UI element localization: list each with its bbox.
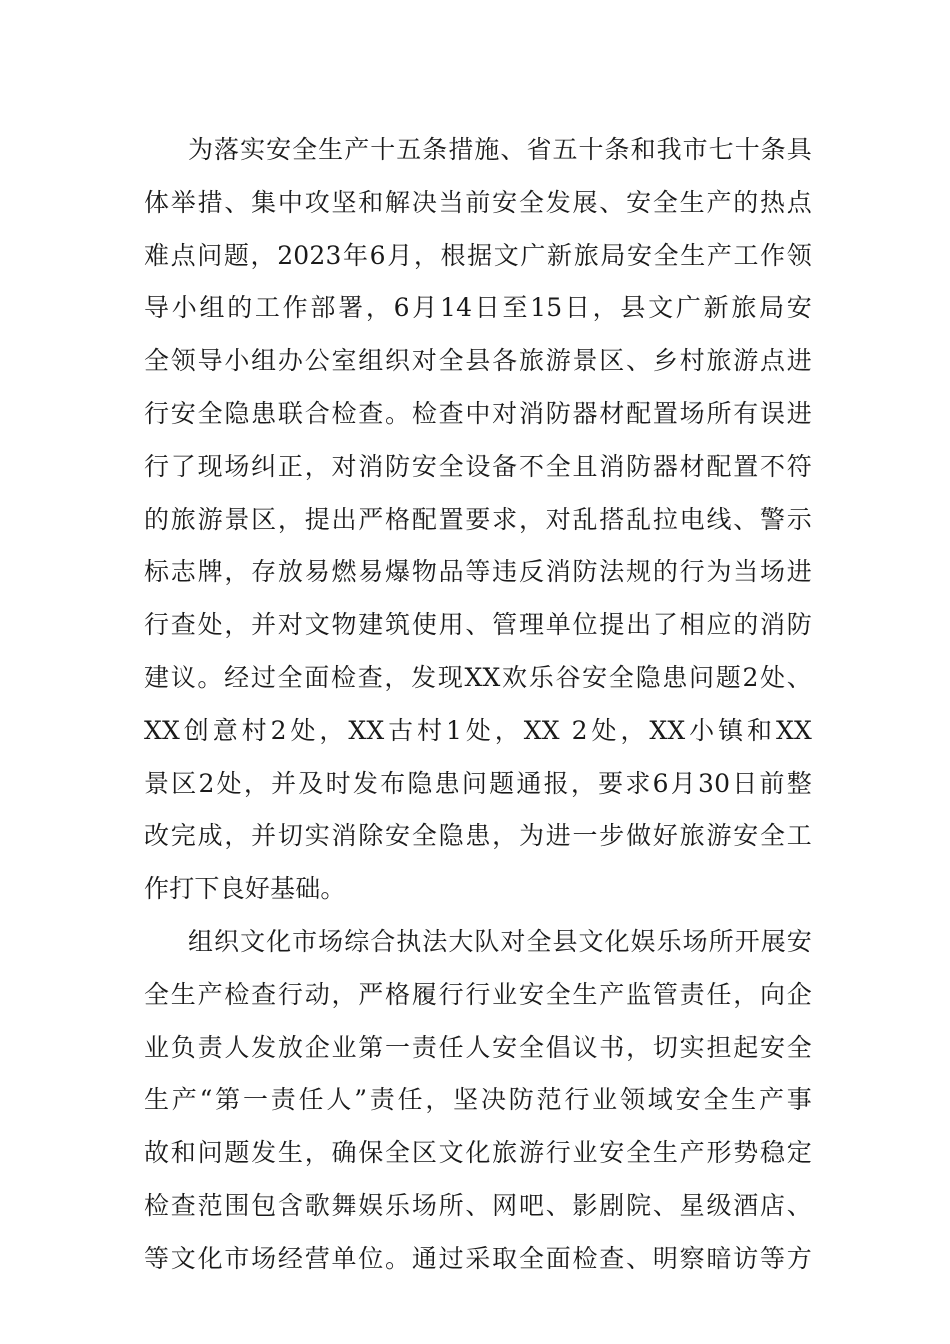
paragraph-line: 景区2处，并及时发布隐患问题通报，要求6月30日前整	[144, 768, 812, 798]
paragraph-line: 的旅游景区，提出严格配置要求，对乱搭乱拉电线、警示	[144, 504, 812, 534]
paragraph-line: XX创意村2处，XX古村1处，XX 2处，XX小镇和XX	[144, 715, 812, 745]
paragraph-line: 故和问题发生，确保全区文化旅游行业安全生产形势稳定	[144, 1138, 812, 1168]
paragraph-2	[144, 916, 812, 1286]
paragraph-line: 体举措、集中攻坚和解决当前安全发展、安全生产的热点	[144, 187, 812, 217]
paragraph-line: 导小组的工作部署，6月14日至15日，县文广新旅局安	[144, 293, 812, 323]
paragraph-line: 建议。经过全面检查，发现XX欢乐谷安全隐患问题2处、	[144, 662, 812, 692]
paragraph-line: 为落实安全生产十五条措施、省五十条和我市七十条具	[188, 135, 812, 164]
paragraph-line: 行了现场纠正，对消防安全设备不全且消防器材配置不符	[144, 451, 812, 481]
paragraph-1	[144, 124, 812, 916]
paragraph-line: 全生产检查行动，严格履行行业安全生产监管责任，向企	[144, 979, 812, 1009]
paragraph-line: 生产“第一责任人”责任，坚决防范行业领域安全生产事	[144, 1085, 812, 1115]
paragraph-line: 行查处，并对文物建筑使用、管理单位提出了相应的消防	[144, 610, 812, 640]
paragraph-line: 组织文化市场综合执法大队对全县文化娱乐场所开展安	[188, 926, 812, 956]
paragraph-line: 难点问题，2023年6月，根据文广新旅局安全生产工作领	[144, 240, 812, 270]
paragraph-line: 作打下良好基础。	[144, 874, 346, 904]
paragraph-line: 标志牌，存放易燃易爆物品等违反消防法规的行为当场进	[144, 557, 812, 587]
paragraph-line: 改完成，并切实消除安全隐患，为进一步做好旅游安全工	[144, 821, 812, 851]
paragraph-line: 检查范围包含歌舞娱乐场所、网吧、影剧院、星级酒店、	[144, 1190, 812, 1220]
paragraph-line: 业负责人发放企业第一责任人安全倡议书，切实担起安全	[144, 1032, 812, 1062]
paragraph-line: 等文化市场经营单位。通过采取全面检查、明察暗访等方	[144, 1243, 812, 1273]
paragraph-line: 行安全隐患联合检查。检查中对消防器材配置场所有误进	[144, 398, 812, 428]
document-body	[144, 124, 812, 1286]
paragraph-line: 全领导小组办公室组织对全县各旅游景区、乡村旅游点进	[144, 346, 812, 376]
